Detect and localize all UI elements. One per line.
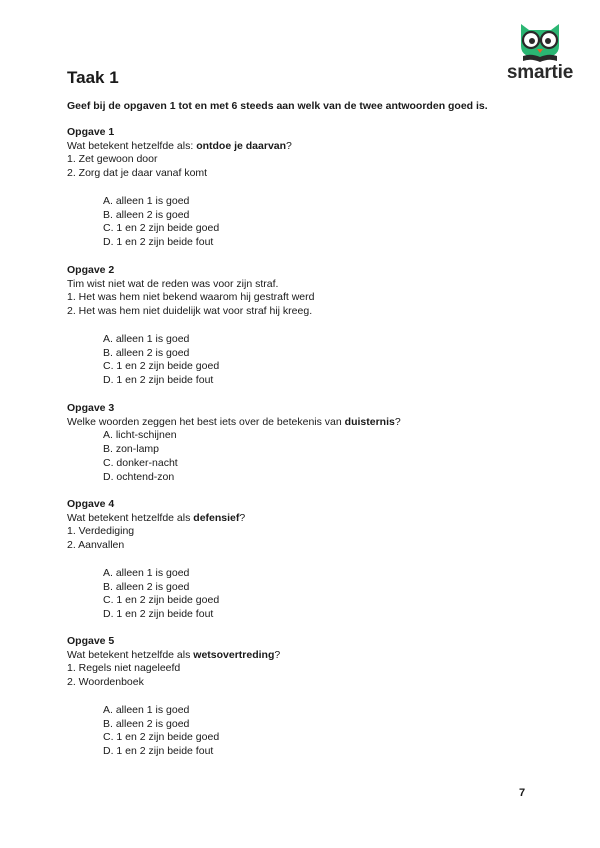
prompt-end: ? xyxy=(239,511,246,524)
question-prompt xyxy=(67,649,280,663)
question-prompt xyxy=(67,140,292,154)
question-heading: Opgave 1 xyxy=(67,126,115,138)
answer-option: D. 1 en 2 zijn beide fout xyxy=(103,235,214,248)
page-title: Taak 1 xyxy=(67,68,119,87)
statement: 1. Het was hem niet bekend waarom hij gestraft werd xyxy=(67,291,315,304)
answer-option: D. 1 en 2 zijn beide fout xyxy=(103,744,214,757)
question-prompt xyxy=(67,512,245,526)
question-1 xyxy=(67,126,292,250)
answer-option: A. licht-schijnen xyxy=(103,429,177,442)
question-2 xyxy=(67,264,314,388)
prompt-text: Welke woorden zeggen het best iets over de betekenis van xyxy=(67,415,345,428)
answer-option: D. 1 en 2 zijn beide fout xyxy=(103,607,214,620)
answer-option: A. alleen 1 is goed xyxy=(103,332,190,345)
statement: 1. Zet gewoon door xyxy=(67,153,158,166)
smartie-logo xyxy=(505,20,575,88)
prompt-text: Wat betekent hetzelfde als: xyxy=(67,139,197,152)
statement: 2. Aanvallen xyxy=(67,539,125,552)
question-prompt: Tim wist niet wat de reden was voor zijn straf. xyxy=(67,277,279,290)
answer-option: C. 1 en 2 zijn beide goed xyxy=(103,594,220,607)
prompt-text: Wat betekent hetzelfde als xyxy=(67,648,194,661)
question-heading: Opgave 4 xyxy=(67,498,115,510)
statement: 1. Verdediging xyxy=(67,525,135,538)
prompt-text: Wat betekent hetzelfde als xyxy=(67,511,194,524)
prompt-keyword: duisternis xyxy=(344,415,395,428)
question-heading: Opgave 5 xyxy=(67,635,115,647)
prompt-keyword: defensief xyxy=(193,511,240,524)
answer-option: A. alleen 1 is goed xyxy=(103,566,190,579)
prompt-end: ? xyxy=(286,139,292,152)
statement: 2. Zorg dat je daar vanaf komt xyxy=(67,167,208,180)
statement: 1. Regels niet nageleefd xyxy=(67,662,181,675)
answer-option: A. alleen 1 is goed xyxy=(103,194,190,207)
answer-option: B. alleen 2 is goed xyxy=(103,346,190,359)
answer-option: B. alleen 2 is goed xyxy=(103,208,190,221)
answer-option: B. zon-lamp xyxy=(103,443,160,456)
logo-text: smartie xyxy=(506,62,574,83)
answer-option: D. 1 en 2 zijn beide fout xyxy=(103,373,214,386)
statement: 2. Het was hem niet duidelijk wat voor straf hij kreeg. xyxy=(67,305,313,318)
question-3 xyxy=(67,402,401,484)
answer-option: C. 1 en 2 zijn beide goed xyxy=(103,360,220,373)
statement: 2. Woordenboek xyxy=(67,676,144,689)
prompt-end: ? xyxy=(394,415,401,428)
page-number: 7 xyxy=(519,787,526,799)
question-5 xyxy=(67,635,280,759)
answer-option: D. ochtend-zon xyxy=(103,470,175,483)
question-prompt xyxy=(67,416,401,430)
question-heading: Opgave 2 xyxy=(67,264,115,276)
answer-option: B. alleen 2 is goed xyxy=(103,717,190,730)
prompt-end: ? xyxy=(274,648,281,661)
instruction: Geef bij de opgaven 1 tot en met 6 steeds aan welk van de twee antwoorden goed is. xyxy=(67,100,488,112)
answer-option: C. 1 en 2 zijn beide goed xyxy=(103,731,220,744)
prompt-keyword: ontdoe je daarvan xyxy=(196,139,287,152)
answer-option: C. donker-nacht xyxy=(103,456,178,469)
answer-option: A. alleen 1 is goed xyxy=(103,703,190,716)
answer-option: B. alleen 2 is goed xyxy=(103,580,190,593)
owl-icon xyxy=(515,20,565,64)
answer-option: C. 1 en 2 zijn beide goed xyxy=(103,222,220,235)
prompt-keyword: wetsovertreding xyxy=(193,648,275,661)
question-4 xyxy=(67,498,245,622)
question-heading: Opgave 3 xyxy=(67,402,115,414)
